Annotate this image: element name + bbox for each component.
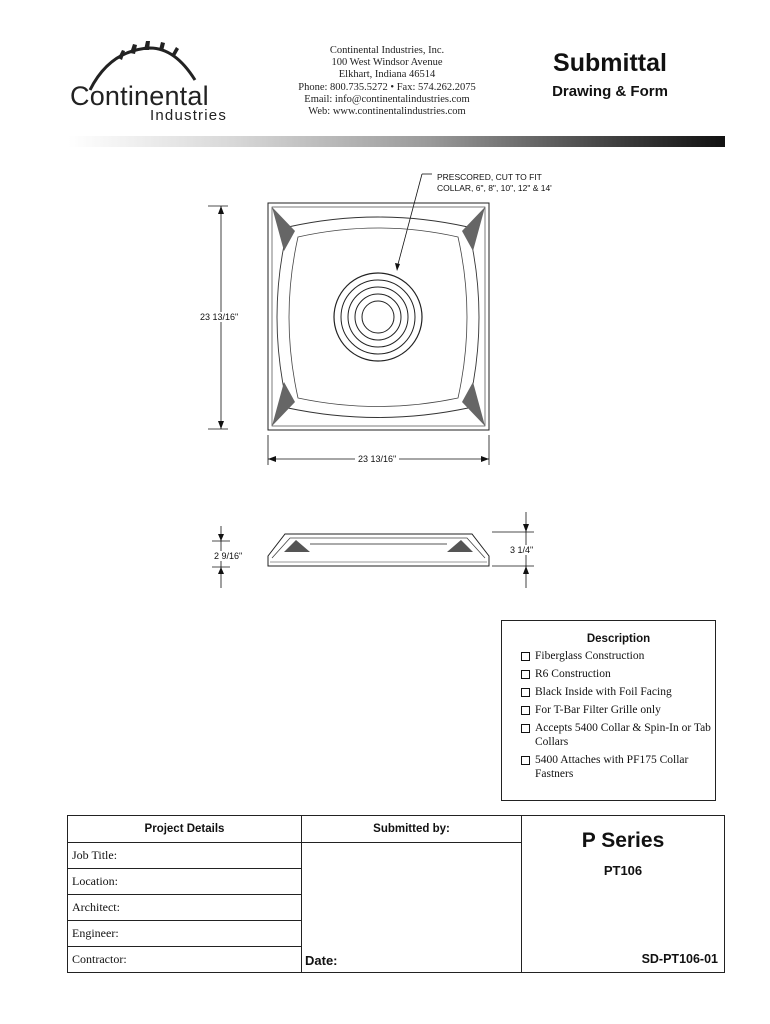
list-item xyxy=(519,685,714,699)
dimension-width: 23 13/16" xyxy=(355,454,399,464)
note-line: PRESCORED, CUT TO FIT xyxy=(437,172,542,182)
address-line: Elkhart, Indiana 46514 xyxy=(338,69,436,81)
checkbox-icon xyxy=(521,688,530,697)
description-title: Description xyxy=(586,633,651,645)
checkbox-icon xyxy=(521,706,530,715)
list-item-label: R6 Construction xyxy=(535,668,611,680)
address-line: Email: info@continentalindustries.com xyxy=(304,93,470,105)
description-list xyxy=(519,649,714,785)
checkbox-icon xyxy=(521,756,530,765)
location-field: Location: xyxy=(68,869,302,895)
product-model: PT106 xyxy=(603,863,643,878)
list-item-label: 5400 Attaches with PF175 Collar Fastners xyxy=(535,754,689,780)
list-item xyxy=(519,667,714,681)
architect-field: Architect: xyxy=(68,895,302,921)
list-item-label: For T-Bar Filter Grille only xyxy=(535,704,661,716)
checkbox-icon xyxy=(521,724,530,733)
top-view-drawing xyxy=(200,165,520,470)
checkbox-icon xyxy=(521,652,530,661)
page-title: Submittal xyxy=(553,49,667,77)
product-cell xyxy=(522,816,725,973)
engineer-field: Engineer: xyxy=(68,921,302,947)
dimension-side-right: 3 1/4" xyxy=(510,545,534,555)
list-item xyxy=(519,703,714,717)
address-line: Web: www.continentalindustries.com xyxy=(308,106,466,118)
submitted-by-area xyxy=(302,843,522,973)
dimension-height: 23 13/16" xyxy=(200,312,239,322)
note-line: COLLAR, 6", 8", 10", 12" & 14' xyxy=(437,183,552,193)
submitted-by-header: Submitted by: xyxy=(302,816,522,843)
project-table xyxy=(67,815,725,973)
company-address xyxy=(282,45,492,118)
date-label: Date: xyxy=(305,953,338,968)
address-line: Continental Industries, Inc. xyxy=(329,45,445,56)
job-title-field: Job Title: xyxy=(68,843,302,869)
document-number: SD-PT106-01 xyxy=(641,952,718,966)
dimension-side-left: 2 9/16" xyxy=(214,551,243,561)
list-item xyxy=(519,753,714,781)
contractor-field: Contractor: xyxy=(68,947,302,973)
list-item-label: Accepts 5400 Collar & Spin-In or Tab Collars xyxy=(535,722,711,748)
product-series: P Series xyxy=(581,829,665,852)
list-item-label: Fiberglass Construction xyxy=(535,650,645,662)
project-details-header: Project Details xyxy=(68,816,302,843)
list-item xyxy=(519,721,714,749)
address-line: 100 West Windsor Avenue xyxy=(331,57,443,69)
header-divider xyxy=(68,136,725,147)
drawing-note xyxy=(437,172,552,194)
list-item-label: Black Inside with Foil Facing xyxy=(535,686,672,698)
page-subtitle: Drawing & Form xyxy=(552,83,668,100)
logo-subtext: Industries xyxy=(150,107,228,124)
logo-wordmark: Continental xyxy=(70,81,209,111)
address-line: Phone: 800.735.5272 • Fax: 574.262.2075 xyxy=(298,81,476,93)
side-view-drawing xyxy=(200,508,540,590)
checkbox-icon xyxy=(521,670,530,679)
list-item xyxy=(519,649,714,663)
